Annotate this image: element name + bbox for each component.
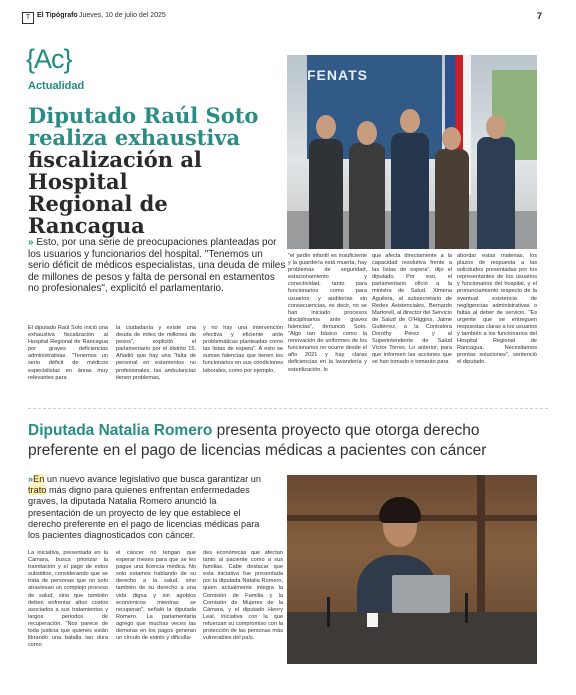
person	[309, 139, 343, 249]
person-head	[486, 115, 506, 139]
lead-text: Esto, por una serie de preocupaciones planteadas por los usuarios y funcionarios del hospital. "Tenemos un serio déficit de médicos especialistas, una deuda de miles de millones de pesos y falta de personal en estamentos no profesionales", explicitó el parlamentario.	[28, 237, 286, 294]
lead-marker: »	[28, 474, 34, 484]
lead-marker: »	[28, 237, 34, 248]
person	[391, 133, 429, 249]
person-head	[316, 115, 336, 139]
article1-column: la ciudadanía y existe una deuda de miles de millones de pesos", explicitó el parlamentario por el distrito 15. Añadió que hay una "falta de personal en estamentos no profesionales, las ambulancias tienen problemas,	[116, 325, 196, 381]
lead-text: más digno para quienes enfrentan enfermedades graves, la diputada Natalia Romero anunció la presentación de un proyecto de ley que establece el derecho preferente en el pago de licencias médicas para los pacientes diagnosticados con cáncer.	[28, 485, 260, 541]
desk	[287, 612, 537, 664]
headline-line: Regional de Rancagua	[28, 191, 168, 238]
wall-panel	[477, 475, 485, 615]
banner-text: FENATS	[307, 67, 368, 83]
article2-column: La iniciativa, presentada en la Cámara, busca priorizar la tramitación y el pago de estos subsidios, considerando que se trata de personas que no solo atraviesan un complejo proceso de salud, sino que también deben enfrentar altos costos asociados a sus tratamientos y largos periodos de recuperación. "Nos parece de toda justicia que quienes están librando una batalla tan dura como	[28, 550, 108, 649]
person	[435, 149, 469, 249]
lead-highlight: trato	[28, 485, 47, 496]
section-code: {Ac}	[26, 44, 72, 74]
article2-lead	[28, 474, 266, 541]
headline-line: realiza exhaustiva	[28, 125, 241, 150]
person-hair	[379, 497, 421, 523]
headline-line: Diputado Raúl Soto	[28, 103, 259, 128]
lead-highlight: En	[33, 474, 45, 484]
article1-column: que afecta directamente a la capacidad resolutiva frente a las listas de espera", dijo el diputado. Por eso, el parlamentario ofició a la ministra de Salud, Ximena Aguilera, al subsecretario de Redes Asistenciales, Bernardo Martorell, al director del Servicio de Salud de O'Higgins, Jaime Gutiérrez, a la Contralora Dorothy Pérez y al Superintendente de Salud Víctor Torres. Lo anterior, para que informen las acciones que se han tomado o tomarán para	[372, 253, 452, 366]
article2-headline	[28, 421, 553, 461]
lead-text: un nuevo avance legislativo que busca garantizar un	[44, 474, 261, 484]
article1-column: y no hay una intervención efectiva y eficiente ante problemáticas planteadas como las listas de espera". A esto se suman falencias que tienen los funcionarios en sus condiciones laborales, como por ejemplo,	[203, 325, 283, 374]
article2-photo	[287, 475, 537, 664]
person-head	[400, 109, 420, 133]
cup-icon	[367, 613, 378, 627]
article1-photo	[287, 55, 537, 249]
article1-column: "el jardín infantil es insuficiente y la guardería está muerta, hay problemas de seguridad, estacionamiento y conectividad, tanto para funcionarios como para usuarios; y auditorías sin consecuencias, es decir, no se han iniciado procesos disciplinarios ante graves falencias", denunció Soto. "Algo tan básico como la renovación de uniformes de los funcionarios no ocurre desde el año 2021 y hay claras deficiencias en la lavandería y esterilización, lo	[288, 253, 367, 373]
person	[477, 137, 515, 249]
publication-logo-icon: T	[22, 12, 34, 24]
person-head	[357, 121, 377, 145]
person-head	[442, 127, 461, 150]
headline-text: presenta proyecto que otorga derecho preferente en el pago de licencias médicas a pacientes con cáncer	[28, 422, 487, 459]
article1-headline	[28, 105, 278, 237]
issue-date: Jueves, 10 de julio del 2025	[79, 12, 166, 19]
page-number: 7	[536, 11, 542, 21]
publication-name: El Tipógrafo	[37, 12, 78, 19]
headline-name: Diputada Natalia Romero	[28, 422, 213, 439]
article1-column: abordar estas materias, los plazos de respuesta a las solicitudes presentadas por los representantes de los usuarios y funcionarios del hospital, y el pronunciamiento respecto de la eventual existencia de negligencias administrativas o faltas al deber de servicio. "Es urgente que se entreguen respuestas claras a los usuarios y también a los funcionarios del Hospital Regional de Rancagua. Necesitamos prontas soluciones", sentenció el diputado.	[457, 253, 537, 366]
laptop-icon	[392, 575, 450, 613]
headline-line: fiscalización al Hospital	[28, 147, 202, 194]
microphone-icon	[327, 597, 330, 627]
section-name: Actualidad	[28, 80, 85, 92]
microphone-icon	[465, 593, 468, 623]
article-divider	[28, 408, 548, 409]
article1-column: El diputado Raúl Soto inició una exhaustiva fiscalización al Hospital Regional de Rancagua por graves deficiencias administrativas. "Tenemos un serio déficit de médicos especialistas en áreas muy relevantes para	[28, 325, 108, 381]
article2-column: el cáncer no tengan que esperar meses para que se les pague una licencia médica. No solo estamos hablando de su derecho a la salud, sino también de su derecho a una vida digna y sin agobios económicos mientras se recuperan", señaló la diputada Romero. La parlamentaria agregó que muchas veces las demoras en los pagos generan un círculo de estrés y dificulta-	[116, 550, 196, 642]
article1-lead	[28, 237, 286, 295]
person	[349, 143, 385, 249]
article2-column: des económicas que afectan tanto al paciente como a sus familias. Cabe destacar que esta iniciativa fue presentada por la diputada Natalia Romero, quien actualmente integra la Comisión de Familia y la Comisión de Mujeres de la Cámara, y el diputado Henry Leal, iniciativa con la que refuerzan su compromiso con la protección de las personas más vulnerables del país.	[203, 550, 283, 642]
